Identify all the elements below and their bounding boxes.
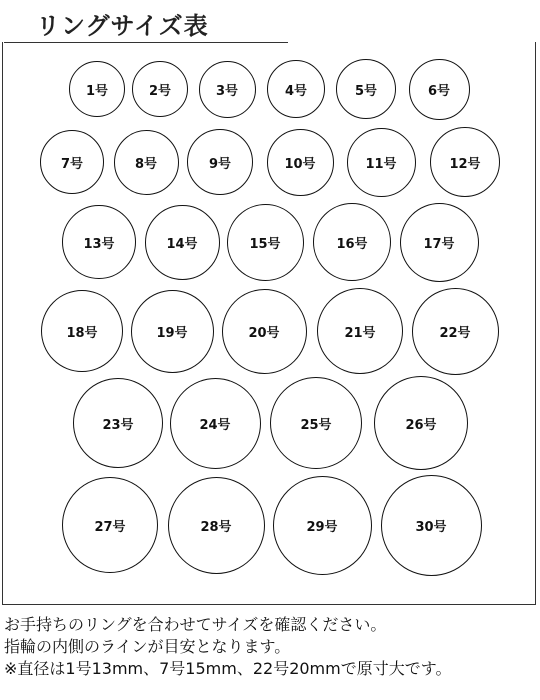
- ring-size-circle: [132, 61, 188, 117]
- ring-size-circle: [199, 61, 256, 118]
- ring-size-circle: [273, 476, 372, 575]
- ring-size-label: 16号: [336, 236, 368, 252]
- ring-size-label: 8号: [134, 156, 158, 172]
- ring-size-circle: [313, 203, 391, 281]
- note-line-2: 指輪の内側のラインが目安となります。: [4, 637, 291, 656]
- ring-size-circle: [41, 290, 123, 372]
- ring-size-label: 30号: [415, 519, 447, 535]
- ring-size-circle: [400, 203, 479, 282]
- ring-size-circle: [170, 378, 261, 469]
- ring-size-label: 29号: [306, 519, 338, 535]
- ring-size-label: 9号: [208, 156, 232, 172]
- ring-size-circle: [62, 477, 158, 573]
- ring-size-label: 23号: [102, 417, 134, 433]
- ring-size-label: 28号: [200, 519, 232, 535]
- ring-size-label: 26号: [405, 417, 437, 433]
- notes: [4, 614, 451, 680]
- ring-size-label: 18号: [66, 325, 98, 341]
- ring-size-circle: [409, 59, 470, 120]
- ring-size-circle: [40, 130, 104, 194]
- ring-size-circle: [317, 288, 403, 374]
- ring-size-circle: [374, 376, 468, 470]
- ring-size-label: 17号: [423, 236, 455, 252]
- ring-size-label: 22号: [439, 325, 471, 341]
- ring-size-label: 20号: [248, 325, 280, 341]
- page-title: リングサイズ表: [36, 12, 209, 40]
- ring-size-circle: [187, 129, 253, 195]
- ring-size-label: 1号: [85, 83, 109, 99]
- ring-size-label: 3号: [215, 83, 239, 99]
- ring-size-circle: [347, 128, 416, 197]
- ring-size-circle: [73, 378, 163, 468]
- ring-size-circle: [267, 129, 334, 196]
- ring-size-circle: [381, 475, 482, 576]
- ring-size-circle: [69, 61, 125, 117]
- note-line-3: ※直径は1号13mm、7号15mm、22号20mmで原寸大です。: [4, 659, 452, 678]
- ring-size-circle: [430, 127, 500, 197]
- ring-size-label: 13号: [83, 236, 115, 252]
- ring-size-label: 4号: [284, 83, 308, 99]
- ring-size-label: 27号: [94, 519, 126, 535]
- ring-size-circle: [114, 130, 179, 195]
- ring-size-label: 6号: [427, 83, 451, 99]
- ring-size-circle: [62, 205, 136, 279]
- ring-size-circle: [168, 477, 265, 574]
- ring-size-label: 14号: [166, 236, 198, 252]
- ring-size-circle: [336, 59, 396, 119]
- ring-size-circle: [131, 290, 214, 373]
- ring-size-label: 11号: [365, 156, 397, 172]
- ring-size-label: 25号: [300, 417, 332, 433]
- ring-size-label: 24号: [199, 417, 231, 433]
- ring-size-label: 15号: [249, 236, 281, 252]
- ring-size-circle: [227, 204, 304, 281]
- ring-size-label: 19号: [156, 325, 188, 341]
- ring-size-circle: [270, 377, 362, 469]
- ring-size-circle: [222, 289, 307, 374]
- ring-size-circle: [145, 205, 220, 280]
- ring-size-label: 10号: [284, 156, 316, 172]
- ring-size-label: 21号: [344, 325, 376, 341]
- ring-size-label: 2号: [148, 83, 172, 99]
- ring-size-circle: [267, 60, 325, 118]
- ring-size-label: 12号: [449, 156, 481, 172]
- note-line-1: お手持ちのリングを合わせてサイズを確認ください。: [4, 615, 387, 634]
- ring-size-label: 5号: [354, 83, 378, 99]
- ring-size-label: 7号: [60, 156, 84, 172]
- ring-size-circle: [412, 288, 499, 375]
